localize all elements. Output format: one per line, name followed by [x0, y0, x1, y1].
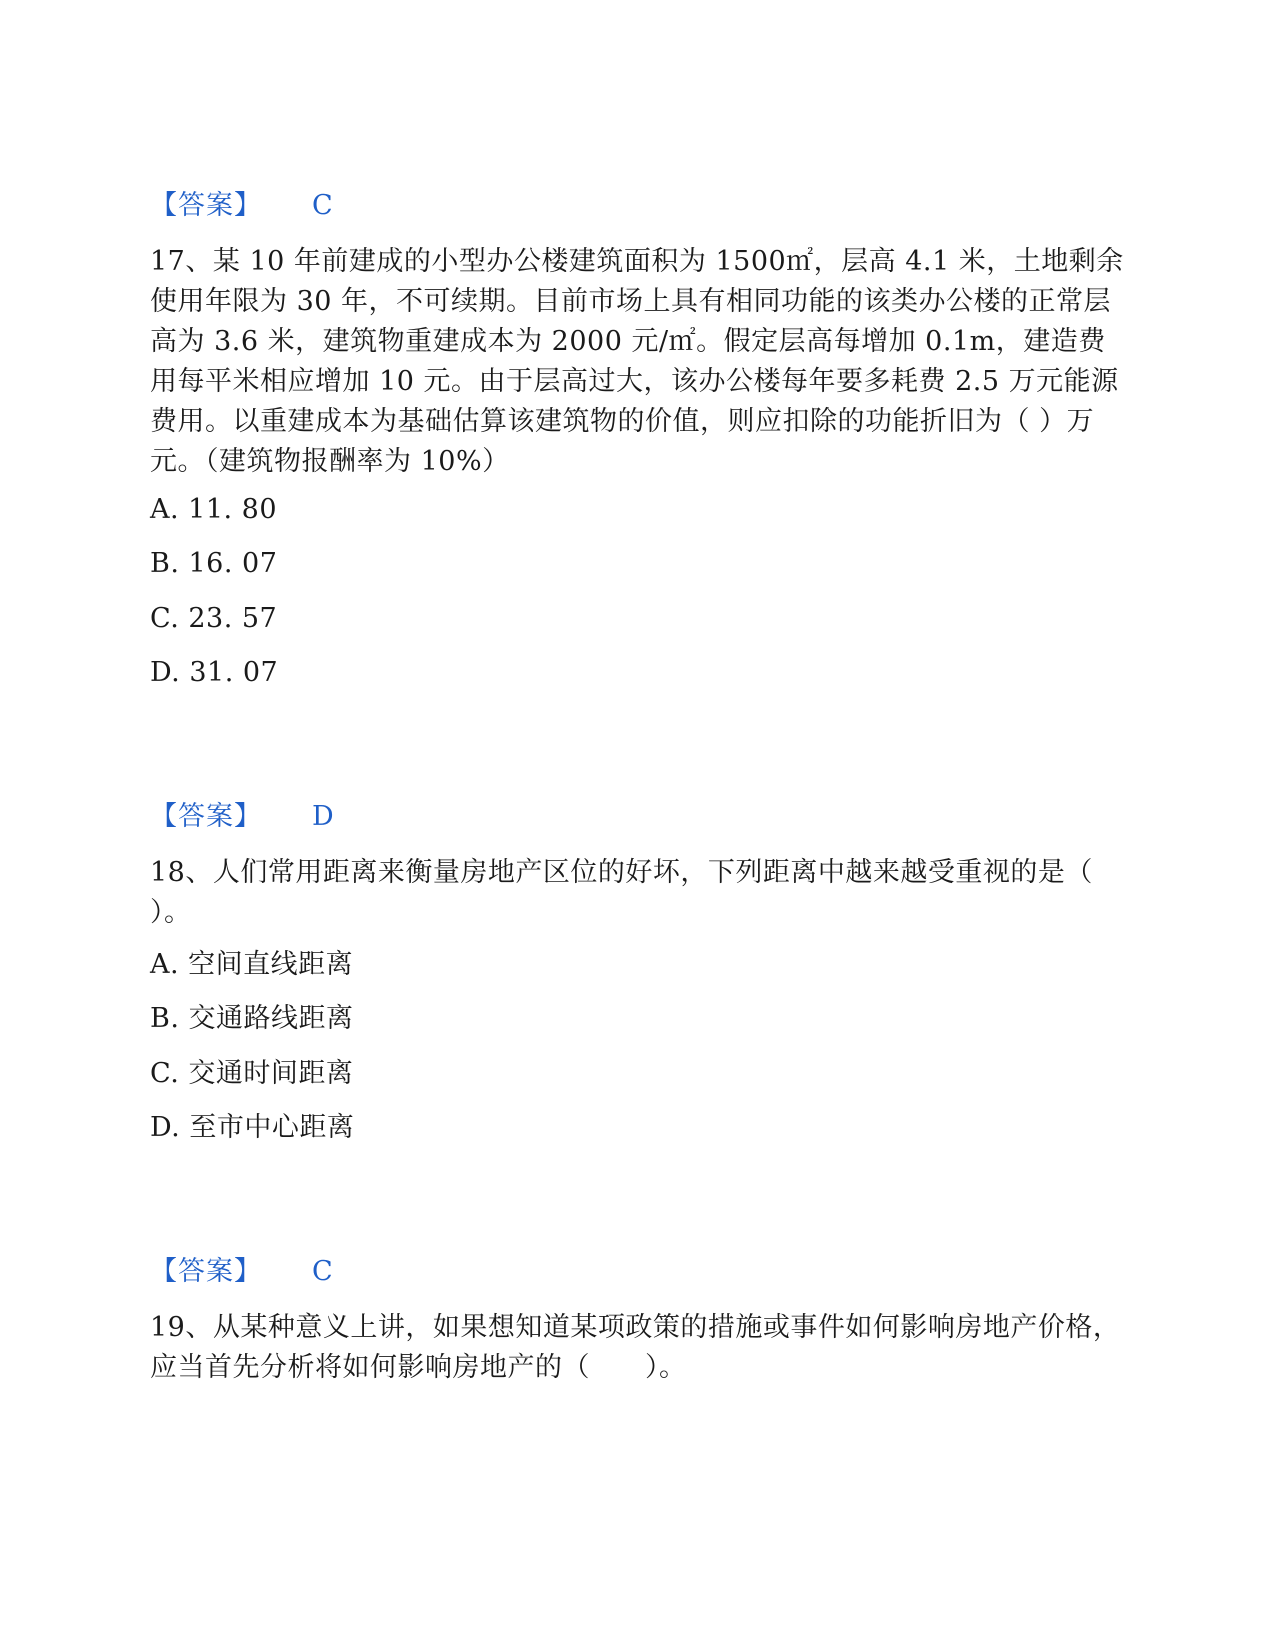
option-17-b: B. 16. 07: [150, 548, 278, 579]
answer-line-17: [150, 801, 334, 833]
answer-value: C: [312, 190, 333, 221]
option-17-c: C. 23. 57: [150, 603, 278, 634]
answer-value: C: [312, 1256, 333, 1287]
question-18: 18、人们常用距离来衡量房地产区位的好坏，下列距离中越来越受重视的是（ ）。: [150, 857, 1093, 928]
answer-line-18: [150, 1256, 333, 1288]
option-18-b: B. 交通路线距离: [150, 1003, 354, 1034]
answer-value: D: [312, 801, 334, 832]
answer-label: 【答案】: [150, 1256, 262, 1287]
option-18-a: A. 空间直线距离: [150, 949, 354, 980]
option-18-c: C. 交通时间距离: [150, 1058, 354, 1089]
question-19: 19、从某种意义上讲，如果想知道某项政策的措施或事件如何影响房地产价格，应当首先分析将如何影响房地产的（ ）。: [150, 1312, 1121, 1383]
answer-line-16: [150, 190, 333, 222]
option-18-d: D. 至市中心距离: [150, 1112, 355, 1143]
option-17-a: A. 11. 80: [150, 494, 278, 525]
answer-label: 【答案】: [150, 190, 262, 221]
option-17-d: D. 31. 07: [150, 657, 279, 688]
question-17: 17、某 10 年前建成的小型办公楼建筑面积为 1500㎡，层高 4.1 米，土地剩余使用年限为 30 年，不可续期。目前市场上具有相同功能的该类办公楼的正常层高为 3.6 米，建筑物重建成本为 2000 元/㎡。假定层高每增加 0.1m，建造费用每平米相应增加 10 元。由于层高过大，该办公楼每年要多耗费 2.5 万元能源费用。以重建成本为基础估算该建筑物的价值，则应扣除的功能折旧为（ ）万元。（建筑物报酬率为 10%）: [150, 246, 1124, 477]
answer-label: 【答案】: [150, 801, 262, 832]
